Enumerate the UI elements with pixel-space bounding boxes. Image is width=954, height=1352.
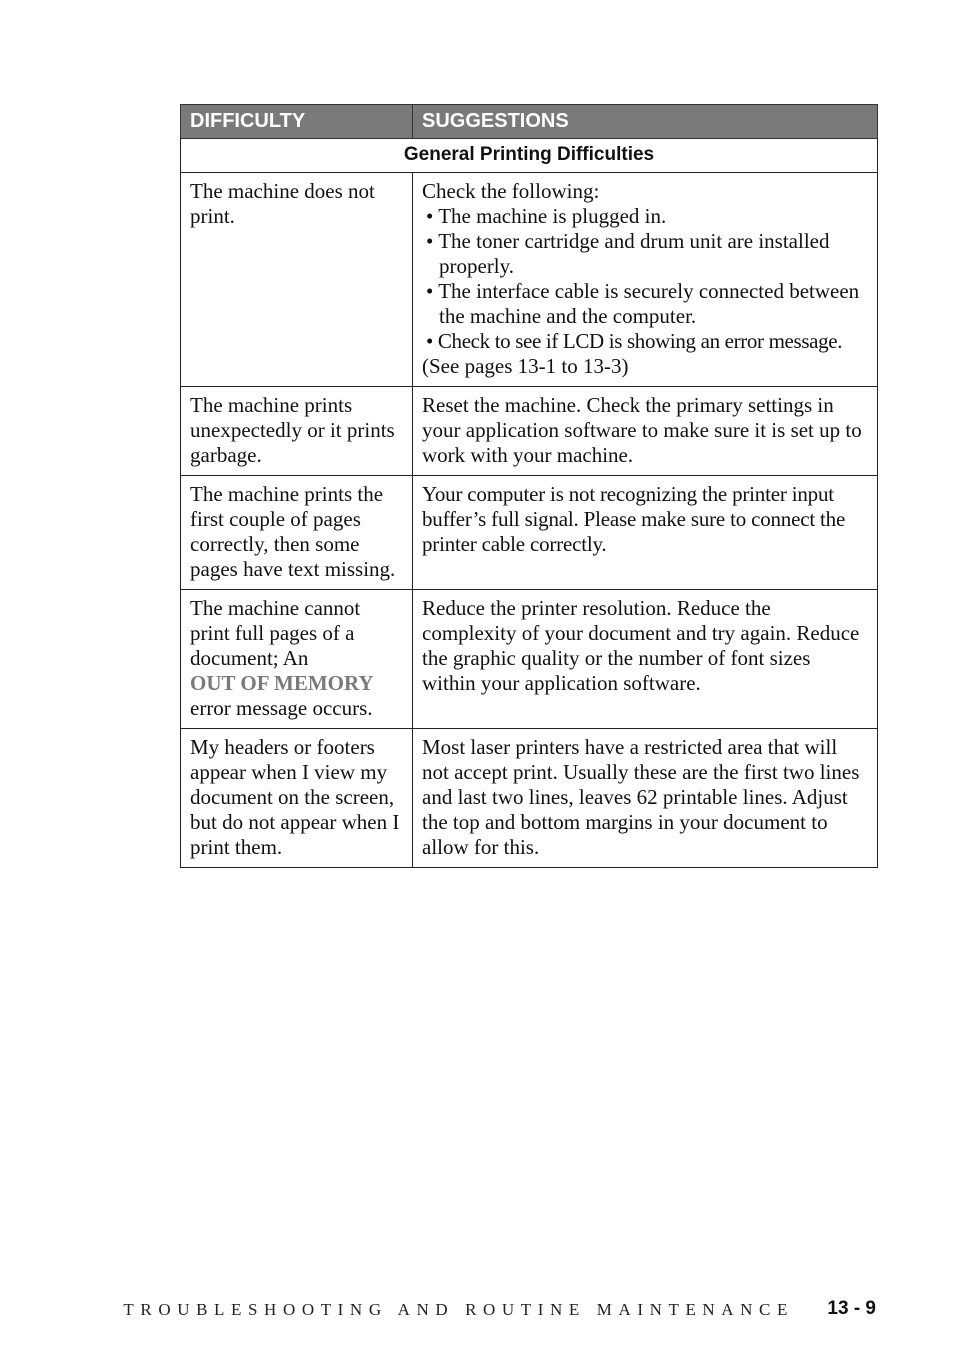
suggestion-bullet: • The toner cartridge and drum unit are installed properly. xyxy=(426,229,830,278)
difficulty-text: The machine prints unexpectedly or it prints garbage. xyxy=(190,393,395,467)
suggestion-cell xyxy=(413,476,878,590)
troubleshooting-table xyxy=(180,104,878,868)
difficulty-text: My headers or footers appear when I view my document on the screen, but do not appear when I print them. xyxy=(190,735,400,859)
suggestion-text: Most laser printers have a restricted area that will not accept print. Usually these are the first two lines and last two lines, leaves 62 printable lines. Adjust the top and bottom margins in your document to allow for this. xyxy=(422,735,860,859)
table-row xyxy=(181,590,878,729)
table-row xyxy=(181,387,878,476)
suggestion-text: Reduce the printer resolution. Reduce the complexity of your document and try again. Reduce the graphic quality or the number of font sizes within your application software. xyxy=(422,596,860,695)
page-number: 13 - 9 xyxy=(827,1298,876,1319)
suggestion-text: Reset the machine. Check the primary settings in your application software to make sure it is set up to work with your machine. xyxy=(422,393,862,467)
suggestion-outro: (See pages 13-1 to 13-3) xyxy=(422,354,629,378)
table-row xyxy=(181,476,878,590)
difficulty-cell xyxy=(181,476,413,590)
difficulty-cell xyxy=(181,387,413,476)
difficulty-cell xyxy=(181,173,413,387)
header-suggestions: SUGGESTIONS xyxy=(413,105,878,139)
suggestion-cell xyxy=(413,387,878,476)
suggestion-cell xyxy=(413,173,878,387)
difficulty-text: The machine cannot print full pages of a document; An xyxy=(190,596,361,670)
difficulty-text: The machine does not print. xyxy=(190,179,375,228)
section-row xyxy=(181,139,878,173)
footer-chapter-title: TROUBLESHOOTING AND ROUTINE MAINTENANCE xyxy=(123,1300,794,1319)
section-title: General Printing Difficulties xyxy=(181,139,878,173)
suggestion-bullet: • Check to see if LCD is showing an error message. xyxy=(426,329,843,353)
page-footer xyxy=(0,1298,954,1324)
table-row xyxy=(181,173,878,387)
difficulty-text: The machine prints the first couple of pages correctly, then some pages have text missing. xyxy=(190,482,396,581)
header-difficulty: DIFFICULTY xyxy=(181,105,413,139)
table-header-row xyxy=(181,105,878,139)
suggestion-bullet: • The machine is plugged in. xyxy=(426,204,667,228)
suggestion-bullet: • The interface cable is securely connected between the machine and the computer. xyxy=(426,279,860,328)
suggestion-text: Your computer is not recognizing the printer input buffer’s full signal. Please make sure to connect the printer cable correctly. xyxy=(422,482,846,556)
suggestion-intro: Check the following: xyxy=(422,179,600,203)
table-row xyxy=(181,729,878,868)
difficulty-cell xyxy=(181,590,413,729)
out-of-memory-keyword: OUT OF MEMORY xyxy=(190,671,374,695)
suggestion-cell xyxy=(413,590,878,729)
difficulty-cell xyxy=(181,729,413,868)
difficulty-text-continued: error message occurs. xyxy=(190,696,373,720)
suggestion-cell xyxy=(413,729,878,868)
